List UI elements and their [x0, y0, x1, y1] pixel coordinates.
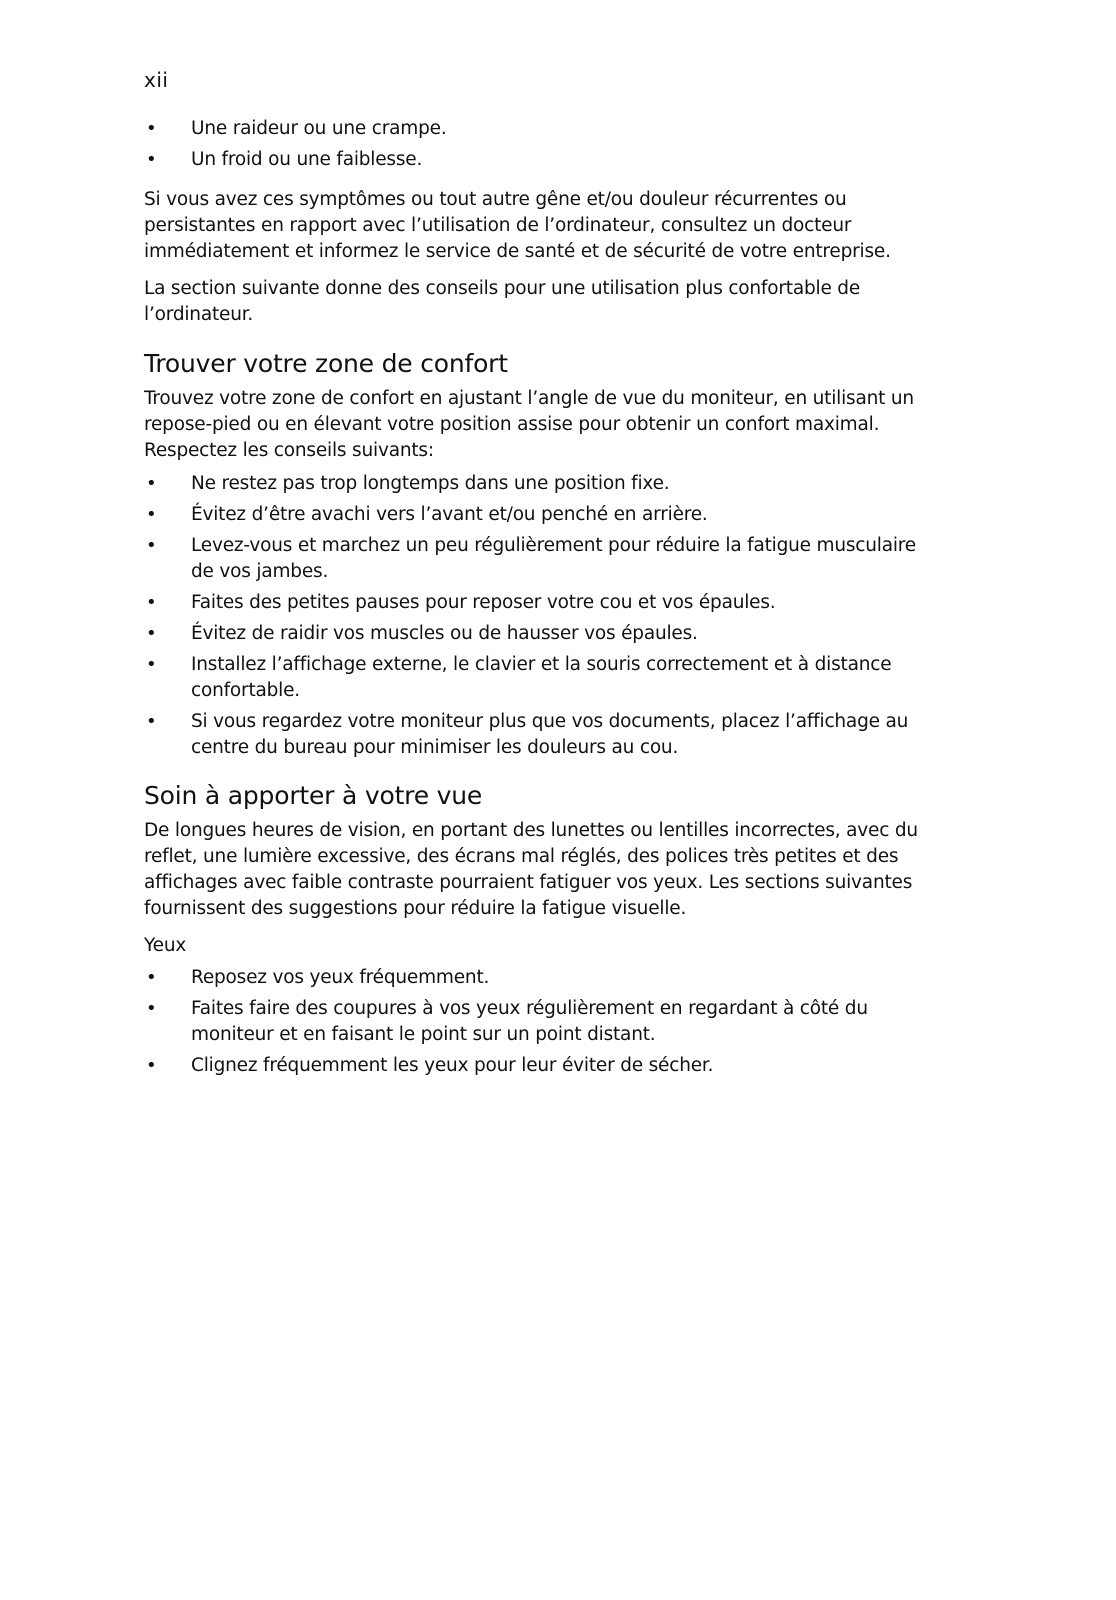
list-item-text: Une raideur ou une crampe. — [191, 118, 447, 139]
bullet-icon: • — [146, 118, 157, 139]
bullet-icon: • — [146, 711, 157, 732]
list-item-text: Levez-vous et marchez un peu régulièrement pour réduire la fatigue musculaire de vos jambes. — [191, 535, 916, 582]
page-number: xii — [144, 68, 169, 92]
bullet-icon: • — [146, 504, 157, 525]
list-item — [144, 502, 934, 528]
list-item — [144, 590, 934, 616]
bullet-icon: • — [146, 1055, 157, 1076]
list-item — [144, 965, 934, 991]
list-item-text: Reposez vos yeux fréquemment. — [191, 967, 490, 988]
bullet-icon: • — [146, 149, 157, 170]
list-item — [144, 709, 934, 761]
list-item-text: Évitez d’être avachi vers l’avant et/ou penché en arrière. — [191, 504, 708, 525]
list-item — [144, 1053, 934, 1079]
paragraph-eye-care-intro: De longues heures de vision, en portant des lunettes ou lentilles incorrectes, avec du reflet, une lumière excessive, des écrans mal réglés, des polices très petites et des affichages avec faible contraste pourraient fatiguer vos yeux. Les sections suivantes fournissent des suggestions pour réduire la fatigue visuelle. — [144, 820, 918, 919]
list-item — [144, 147, 934, 173]
list-item — [144, 652, 934, 704]
paragraph-comfort-intro: Trouvez votre zone de confort en ajustant l’angle de vue du moniteur, en utilisant un repose-pied ou en élevant votre position assise pour obtenir un confort maximal. Respectez les conseils suivants: — [144, 388, 914, 461]
section-heading-eye-care: Soin à apporter à votre vue — [144, 781, 483, 810]
list-item — [144, 116, 934, 142]
list-item — [144, 621, 934, 647]
intro-bullet-list — [144, 116, 934, 173]
list-item — [144, 533, 934, 585]
paragraph-next-section: La section suivante donne des conseils pour une utilisation plus confortable de l’ordinateur. — [144, 278, 861, 325]
list-item-text: Ne restez pas trop longtemps dans une position fixe. — [191, 473, 670, 494]
bullet-icon: • — [146, 967, 157, 988]
list-item-text: Clignez fréquemment les yeux pour leur éviter de sécher. — [191, 1055, 714, 1076]
list-item — [144, 996, 934, 1048]
list-item-text: Un froid ou une faiblesse. — [191, 149, 423, 170]
eye-care-bullet-list — [144, 965, 934, 1079]
list-item — [144, 471, 934, 497]
paragraph-symptoms: Si vous avez ces symptômes ou tout autre gêne et/ou douleur récurrentes ou persistantes en rapport avec l’utilisation de l’ordinateur, consultez un docteur immédiatement et informez le service de santé et de sécurité de votre entreprise. — [144, 189, 891, 262]
bullet-icon: • — [146, 654, 157, 675]
bullet-icon: • — [146, 592, 157, 613]
list-item-text: Faites des petites pauses pour reposer votre cou et vos épaules. — [191, 592, 776, 613]
list-item-text: Installez l’affichage externe, le clavier et la souris correctement et à distance confortable. — [191, 654, 892, 701]
bullet-icon: • — [146, 535, 157, 556]
subheading-eyes: Yeux — [144, 935, 187, 956]
bullet-icon: • — [146, 998, 157, 1019]
page-content — [144, 116, 934, 1084]
comfort-bullet-list — [144, 471, 934, 761]
list-item-text: Faites faire des coupures à vos yeux régulièrement en regardant à côté du moniteur et en faisant le point sur un point distant. — [191, 998, 868, 1045]
section-heading-comfort-zone: Trouver votre zone de confort — [144, 349, 508, 378]
list-item-text: Si vous regardez votre moniteur plus que vos documents, placez l’affichage au centre du bureau pour minimiser les douleurs au cou. — [191, 711, 909, 758]
bullet-icon: • — [146, 473, 157, 494]
list-item-text: Évitez de raidir vos muscles ou de hausser vos épaules. — [191, 623, 698, 644]
bullet-icon: • — [146, 623, 157, 644]
